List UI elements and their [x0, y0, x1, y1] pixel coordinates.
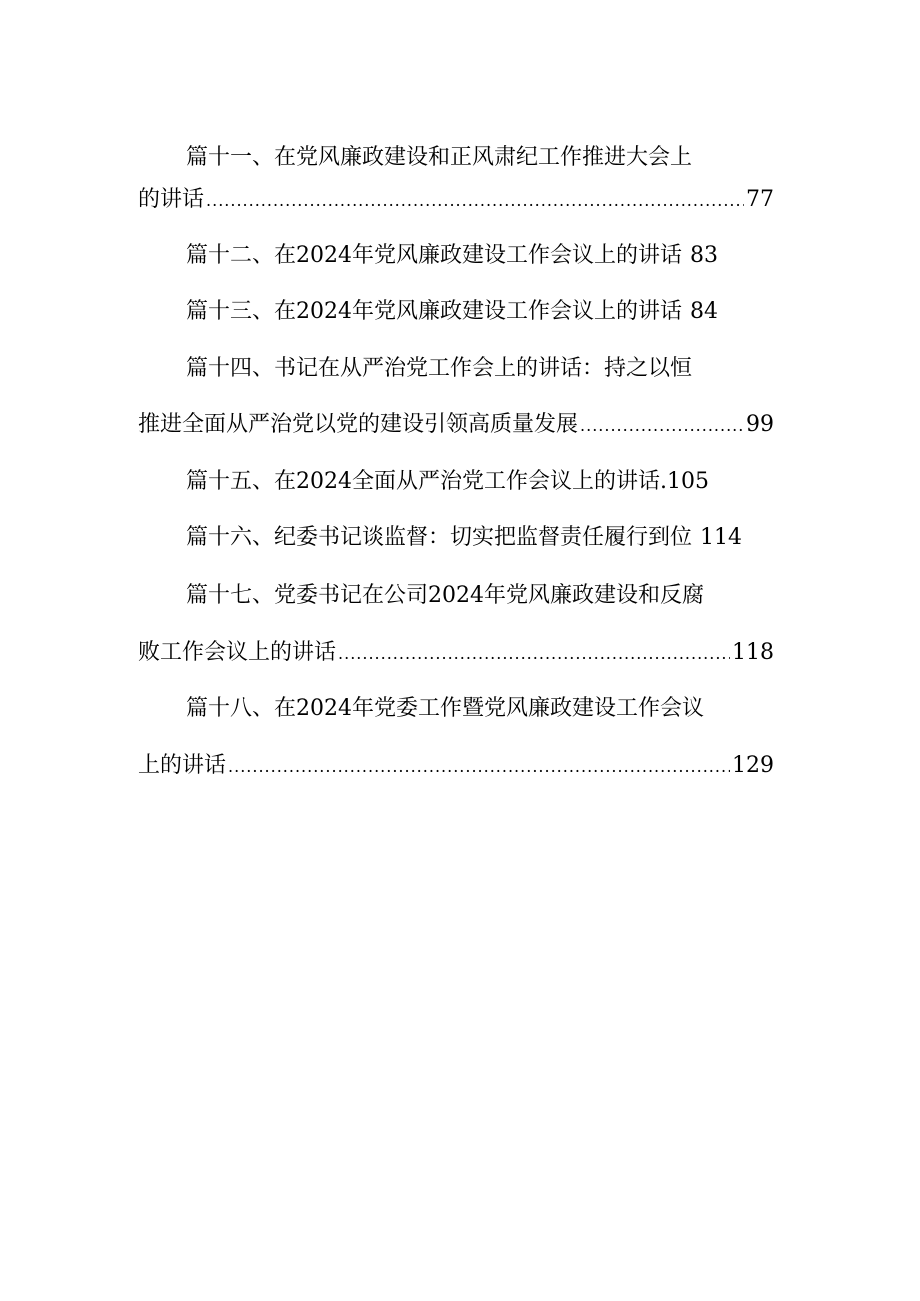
toc-page-number: 105 [666, 469, 709, 494]
toc-entry-18-line-2[interactable] [138, 751, 774, 781]
toc-entry-12[interactable] [138, 241, 774, 271]
toc-page-number: 99 [746, 412, 774, 437]
toc-entry-16[interactable] [138, 523, 774, 553]
toc-entry-title: 篇十三、在2024年党风廉政建设工作会议上的讲话 [186, 299, 682, 324]
toc-page-number: 83 [690, 243, 718, 268]
toc-entry-18-line-1 [138, 694, 774, 724]
toc-entry-14-line-1 [138, 354, 774, 384]
toc-page-number: 84 [690, 299, 718, 324]
toc-entry-11-line-2[interactable] [138, 185, 774, 215]
toc-entry-title: 的讲话 [138, 187, 205, 212]
toc-page-number: 129 [732, 753, 774, 778]
toc-entry-title: 篇十八、在2024年党委工作暨党风廉政建设工作会议 [186, 696, 704, 721]
toc-entry-11-line-1 [138, 143, 774, 173]
toc-entry-title: 篇十五、在2024全面从严治党工作会议上的讲话. [186, 469, 667, 494]
toc-entry-title: 篇十二、在2024年党风廉政建设工作会议上的讲话 [186, 243, 682, 268]
dot-leader [338, 639, 730, 669]
toc-entry-title: 篇十一、在党风廉政建设和正风肃纪工作推进大会上 [186, 145, 693, 170]
toc-entry-title: 推进全面从严治党以党的建设引领高质量发展 [138, 412, 579, 437]
toc-entry-title: 篇十七、党委书记在公司2024年党风廉政建设和反腐 [186, 583, 704, 608]
toc-entry-title: 篇十四、书记在从严治党工作会上的讲话：持之以恒 [186, 356, 693, 381]
toc-entry-14-line-2[interactable] [138, 410, 774, 440]
toc-entry-17-line-2[interactable] [138, 638, 774, 668]
toc-page-number: 77 [746, 187, 774, 212]
dot-leader [206, 186, 744, 216]
toc-entry-title: 上的讲话 [138, 753, 227, 778]
toc-entry-title: 篇十六、纪委书记谈监督：切实把监督责任履行到位 [186, 525, 693, 550]
toc-entry-title: 败工作会议上的讲话 [138, 640, 337, 665]
toc-page-number: 114 [700, 525, 743, 550]
dot-leader [580, 411, 744, 441]
toc-page-number: 118 [732, 640, 774, 665]
toc-entry-15[interactable] [138, 467, 774, 497]
toc-entry-13[interactable] [138, 297, 774, 327]
toc-entry-17-line-1 [138, 581, 774, 611]
dot-leader [228, 752, 730, 782]
